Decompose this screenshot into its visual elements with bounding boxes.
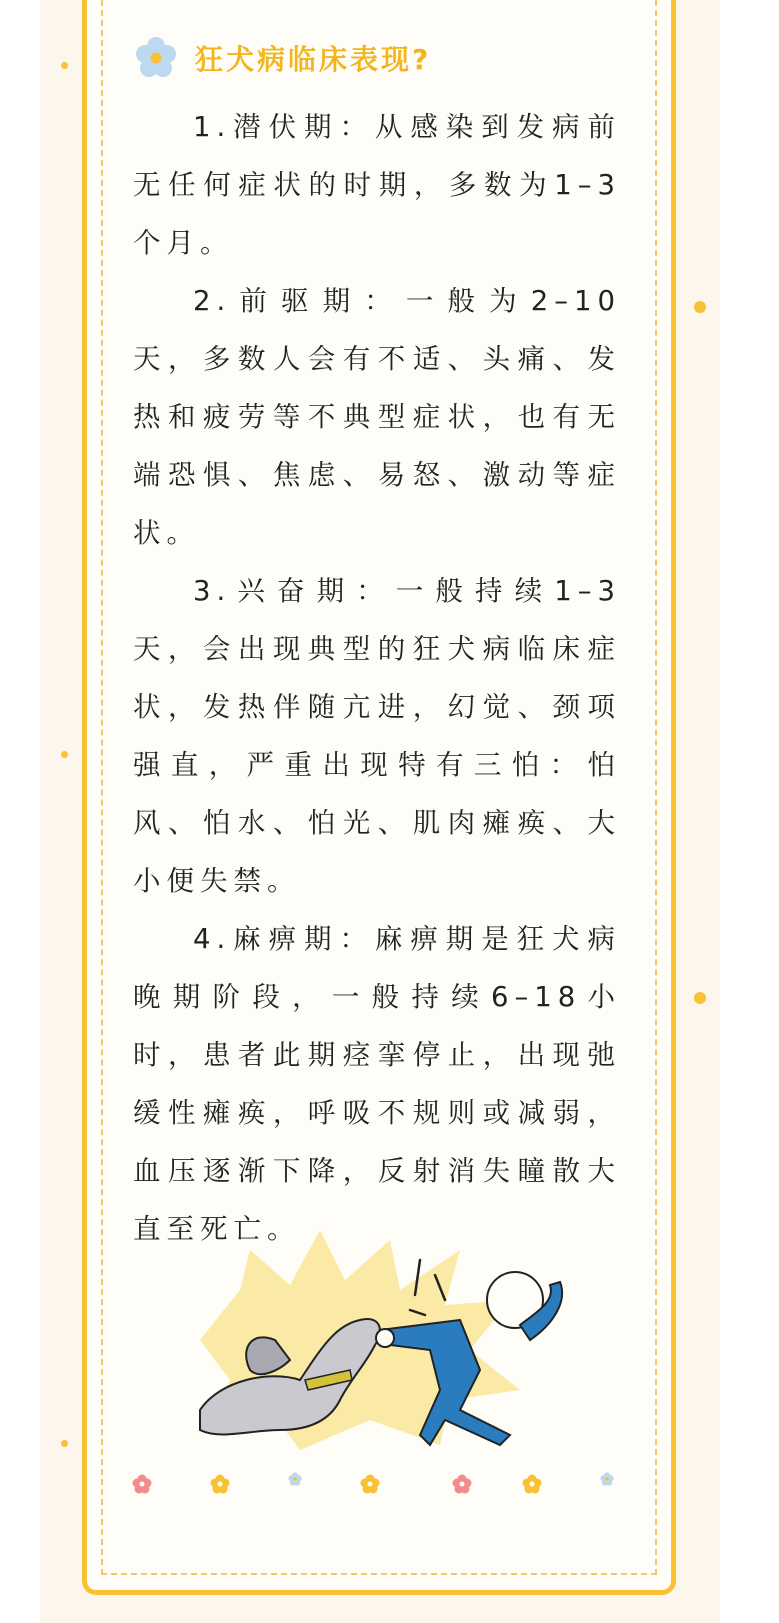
decor-dot [61, 62, 68, 69]
man-hand [376, 1329, 394, 1347]
decor-dot [61, 751, 68, 758]
paragraph-excitation: 3.兴奋期：一般持续1–3天，会出现典型的狂犬病临床症状，发热伴随亢进，幻觉、颈项强直，严重出现特有三怕：怕风、怕水、怕光、肌肉瘫痪、大小便失禁。 [133, 575, 621, 897]
flower-decoration-row [0, 1466, 779, 1496]
paragraph-paralysis: 4.麻痹期：麻痹期是狂犬病晚期阶段，一般持续6–18小时，患者此期痉挛停止，出现弛缓性瘫痪，呼吸不规则或减弱，血压逐渐下降，反射消失瞳散大直至死亡。 [133, 923, 621, 1245]
flower-icon [452, 1474, 472, 1494]
decor-dot [694, 301, 706, 313]
flower-icon [210, 1474, 230, 1494]
paragraph-prodromal: 2.前驱期：一般为2–10天，多数人会有不适、头痛、发热和疲劳等不典型症状，也有无端恐惧、焦虑、易怒、激动等症状。 [133, 285, 621, 549]
flower-icon [600, 1472, 614, 1486]
flower-icon [132, 1474, 152, 1494]
dog-chasing-man-illustration [180, 1230, 580, 1460]
section-heading [133, 36, 431, 80]
paragraph-incubation: 1.潜伏期：从感染到发病前无任何症状的时期，多数为1–3个月。 [133, 111, 621, 259]
flower-icon [360, 1474, 380, 1494]
page-title: 狂犬病临床表现? [195, 43, 432, 76]
article-body [133, 98, 621, 1258]
flower-icon [288, 1472, 302, 1486]
decor-dot [694, 992, 706, 1004]
flower-icon [133, 35, 179, 81]
decor-dot [61, 1440, 68, 1447]
flower-icon [522, 1474, 542, 1494]
